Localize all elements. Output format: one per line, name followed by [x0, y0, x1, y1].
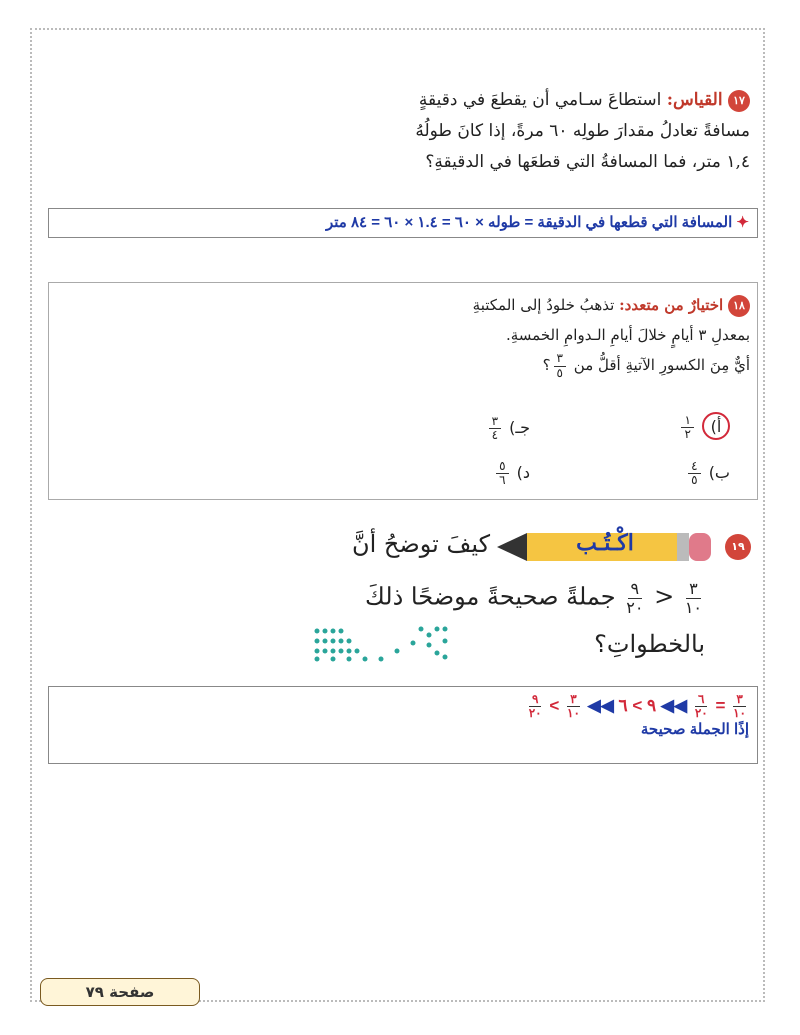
selected-choice-marker: أ): [702, 412, 730, 440]
q19-line2: $\frac{٣}{١٠}$ < $\frac{٩}{٢٠}$ جملةً صحيحةً موضحًا ذلكَ: [365, 579, 702, 617]
answer-conclusion: إذًا الجملة صحيحة: [640, 721, 749, 739]
choice-b[interactable]: ب) $\frac{٤}{٥}$: [685, 460, 730, 487]
keyword: القياس:: [666, 90, 723, 110]
arrow-icon: ◀◀: [587, 696, 614, 716]
text-line: مسافةً تعادلُ مقدارَ طولِه ٦٠ مرةً، إذا كانَ طولُهُ: [415, 121, 750, 141]
question-number: ١٨: [728, 295, 750, 317]
text-line: ١,٤ متر، فما المسافةُ التي قطعَها في الدقيقةِ؟: [425, 152, 750, 172]
answer-text: المسافة التي قطعها في الدقيقة = طوله × ٦٠ = ١.٤ × ٦٠ = ٨٤ متر: [325, 214, 733, 231]
text-line: تذهبُ خلودُ إلى المكتبةِ: [472, 296, 615, 314]
ministry-logo-icon: [312, 623, 452, 663]
pencil-label: اكْـتُـب: [576, 530, 634, 556]
text-line: استطاعَ سـامي أن يقطعَ في دقيقةٍ: [418, 90, 662, 110]
question-18: ١٨ اختيارٌ من متعدد: تذهبُ خلودُ إلى المكتبةِ بمعدلِ ٣ أيامٍ خلالَ أيامِ الـدوامِ الخمسةِ. أيٌّ مِنَ الكسورِ الآتيةِ أقلُّ من $\frac{٣}{٥}$ ؟: [290, 290, 750, 380]
choice-c[interactable]: جـ) $\frac{٣}{٤}$: [486, 415, 530, 442]
question-number: ١٩: [725, 534, 751, 560]
text-line: أيٌّ مِنَ الكسورِ الآتيةِ أقلُّ من: [573, 356, 750, 374]
q19-line3: بالخطواتِ؟: [594, 630, 705, 658]
star-icon: ✦: [736, 214, 749, 231]
arrow-icon: ◀◀: [660, 696, 688, 716]
question-17: [230, 85, 750, 178]
answer-box-19: [48, 686, 758, 764]
keyword: اختيارٌ من متعدد:: [619, 296, 724, 314]
answer-equation: $\frac{٣}{١٠}$ = $\frac{٦}{٢٠}$ ◀◀ ٩ > ٦ ◀◀ $\frac{٣}{١٠}$ > $\frac{٩}{٢٠}$: [528, 692, 746, 721]
choice-d[interactable]: د) $\frac{٥}{٦}$: [493, 460, 530, 487]
choice-a[interactable]: أ) $\frac{١}{٢}$: [678, 412, 730, 441]
page-number: صفحة ٧٩: [40, 978, 200, 1006]
text-line: بمعدلِ ٣ أيامٍ خلالَ أيامِ الـدوامِ الخمسةِ.: [505, 326, 750, 344]
fraction: $\frac{٣}{٥}$: [554, 352, 566, 379]
answer-box-17: [48, 208, 758, 238]
question-number: ١٧: [728, 90, 750, 112]
q19-line1: كيفَ توضحُ أنَّ: [351, 530, 490, 558]
